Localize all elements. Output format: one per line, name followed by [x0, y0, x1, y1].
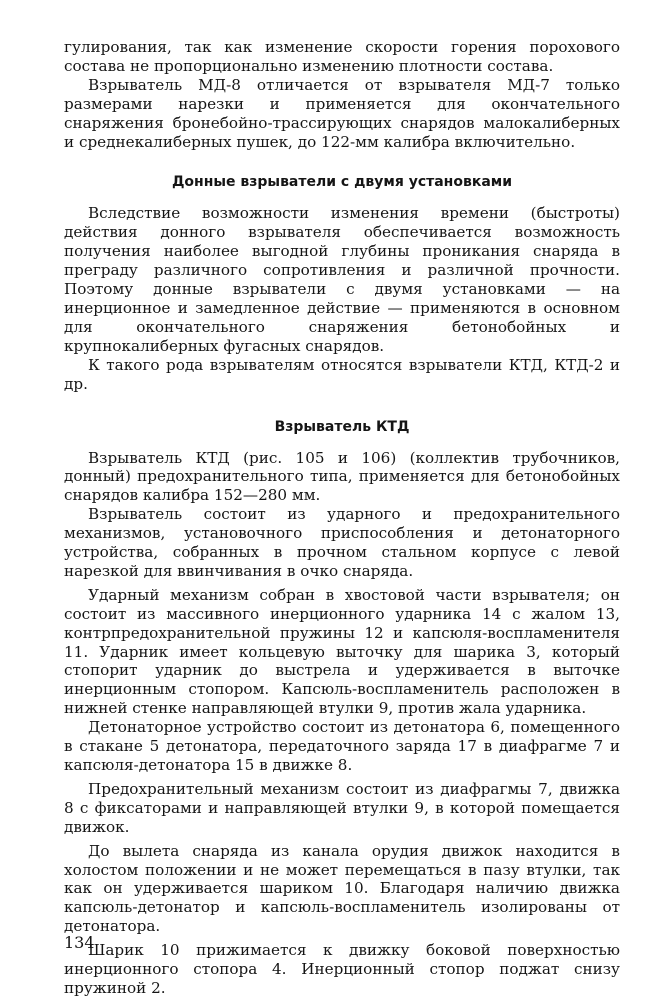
paragraph-continuation: гулирования, так как изменение скорости горения порохового состава не пропорционально изменению плотности состава.: [64, 38, 620, 75]
paragraph-ktd-intro: Взрыватель КТД (рис. 105 и 106) (коллектив трубочников, донный) предохранительного типа, применяется для бетонобойных снарядов калибра 152—280 мм.: [64, 448, 620, 505]
paragraph-impact-mechanism: Ударный механизм собран в хвостовой части взрывателя; он состоит из массивного инерционного ударника 14 с жалом 13, контрпредохранительной пружины 12 и капсюля-воспламенителя 11. Ударник имеет кольцевую выточку для шарика 3, который стопорит ударник до выстрела и удерживается в выточке инерционным стопором. Капсюль-воспламенитель расположен в нижней стенке направляющей втулки 9, против жала ударника.: [64, 585, 620, 718]
paragraph-ball-stopper: Шарик 10 прижимается к движку боковой поверхностью инерционного стопора 4. Инерционный стопор поджат снизу пружиной 2.: [64, 941, 620, 997]
paragraph-bottom-fuzes-intro: Вследствие возможности изменения времени (быстроты) действия донного взрывателя обеспечивается возможность получения наиболее выгодной глубины проникания снаряда в преграду различного сопротивления и различной прочности. Поэтому донные взрыватели с двумя установками — на инерционное и замедленное действие — применяются в основном для окончательного снаряжения бетонобойных и крупнокалиберных фугасных снарядов.: [64, 204, 620, 355]
paragraph-ktd-composition: Взрыватель состоит из ударного и предохранительного механизмов, установочного приспособления и детонаторного устройства, собранных в прочном стальном корпусе с левой нарезкой для ввинчивания в очко снаряда.: [64, 505, 620, 580]
paragraph-md8: Взрыватель МД-8 отличается от взрывателя МД-7 только размерами нарезки и применяется для окончательного снаряжения бронебойно-трассирующих снарядов малокалиберных и среднекалиберных пушек, до 122-мм калибра включительно.: [64, 75, 620, 151]
paragraph-detonator-device: Детонаторное устройство состоит из детонатора 6, помещенного в стакане 5 детонатора, передаточного заряда 17 в диафрагме 7 и капсюля-детонатора 15 в движке 8.: [64, 718, 620, 774]
page-number: 134: [64, 933, 95, 952]
paragraph-slider-position: До вылета снаряда из канала орудия движок находится в холостом положении и не может перемещаться в пазу втулки, так как он удерживается шариком 10. Благодаря наличию движка капсюль-детонатор и капсюль-воспламенитель изолированы от детонатора.: [64, 841, 620, 936]
paragraph-bottom-fuzes-examples: К такого рода взрывателям относятся взрыватели КТД, КТД-2 и др.: [64, 355, 620, 393]
book-page: [64, 38, 620, 997]
section-heading-ktd: Взрыватель КТД: [274, 418, 410, 435]
section-heading-bottom-fuzes: Донные взрыватели с двумя установками: [171, 174, 513, 191]
paragraph-safety-mechanism: Предохранительный механизм состоит из диафрагмы 7, движка 8 с фиксаторами и направляющей втулки 9, в которой помещается движок.: [64, 779, 620, 836]
